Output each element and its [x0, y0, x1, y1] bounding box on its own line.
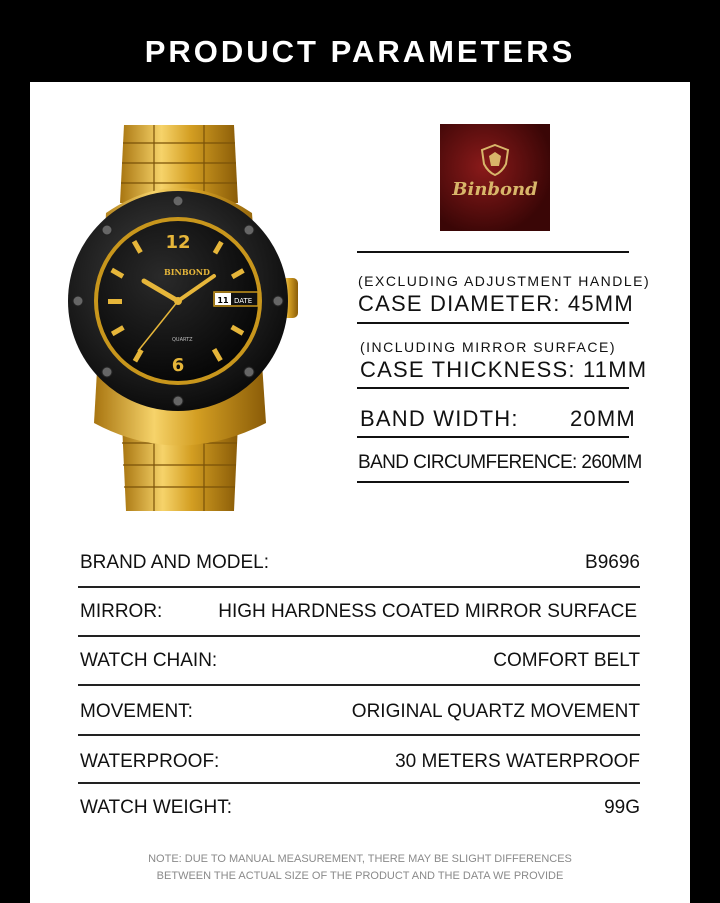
svg-text:QUARTZ: QUARTZ: [172, 337, 193, 343]
watch-weight-value: 99G: [604, 797, 640, 818]
band-width-value: 20MM: [570, 406, 636, 431]
svg-text:6: 6: [171, 355, 185, 376]
row-divider: [78, 635, 640, 637]
watch-chain-value: COMFORT BELT: [493, 650, 640, 671]
case-thickness: CASE THICKNESS: 11MM: [360, 357, 648, 382]
mirror-label: MIRROR:: [80, 601, 163, 622]
waterproof-label: WATERPROOF:: [80, 751, 220, 772]
note-line-1: NOTE: DUE TO MANUAL MEASUREMENT, THERE MAY BE SLIGHT DIFFERENCES: [148, 853, 572, 865]
watch-chain-label: WATCH CHAIN:: [80, 650, 218, 671]
row-divider: [78, 684, 640, 686]
mirror-value: HIGH HARDNESS COATED MIRROR SURFACE: [218, 601, 637, 622]
brand-logo: [440, 124, 550, 231]
svg-text:12: 12: [165, 232, 191, 253]
brand-model-value: B9696: [585, 552, 640, 573]
svg-text:DATE: DATE: [234, 297, 253, 305]
divider: [357, 322, 629, 324]
svg-text:11: 11: [217, 296, 229, 305]
svg-text:BINBOND: BINBOND: [164, 267, 210, 277]
case-thickness-note: (INCLUDING MIRROR SURFACE): [360, 339, 617, 355]
row-divider: [78, 586, 640, 588]
band-width-label: BAND WIDTH:: [360, 406, 519, 431]
case-diameter-note: (EXCLUDING ADJUSTMENT HANDLE): [358, 273, 651, 289]
divider: [357, 481, 629, 483]
movement-label: MOVEMENT:: [80, 701, 193, 722]
movement-value: ORIGINAL QUARTZ MOVEMENT: [351, 701, 640, 722]
watch-weight-label: WATCH WEIGHT:: [80, 797, 232, 818]
row-divider: [78, 782, 640, 784]
shield-icon: [480, 144, 510, 176]
divider: [357, 387, 629, 389]
header-bar: [0, 0, 720, 82]
page-title: PRODUCT PARAMETERS: [144, 34, 576, 69]
row-divider: [78, 734, 640, 736]
brand-model-label: BRAND AND MODEL:: [80, 552, 269, 573]
waterproof-value: 30 METERS WATERPROOF: [395, 751, 640, 772]
brand-logo-text: Binbond: [452, 179, 538, 200]
band-circumference: BAND CIRCUMFERENCE: 260MM: [358, 452, 642, 473]
case-diameter: CASE DIAMETER: 45MM: [358, 291, 634, 316]
divider: [357, 251, 629, 253]
divider: [357, 436, 629, 438]
note-line-2: BETWEEN THE ACTUAL SIZE OF THE PRODUCT AND THE DATA WE PROVIDE: [156, 870, 564, 882]
watch-image: [66, 123, 306, 513]
